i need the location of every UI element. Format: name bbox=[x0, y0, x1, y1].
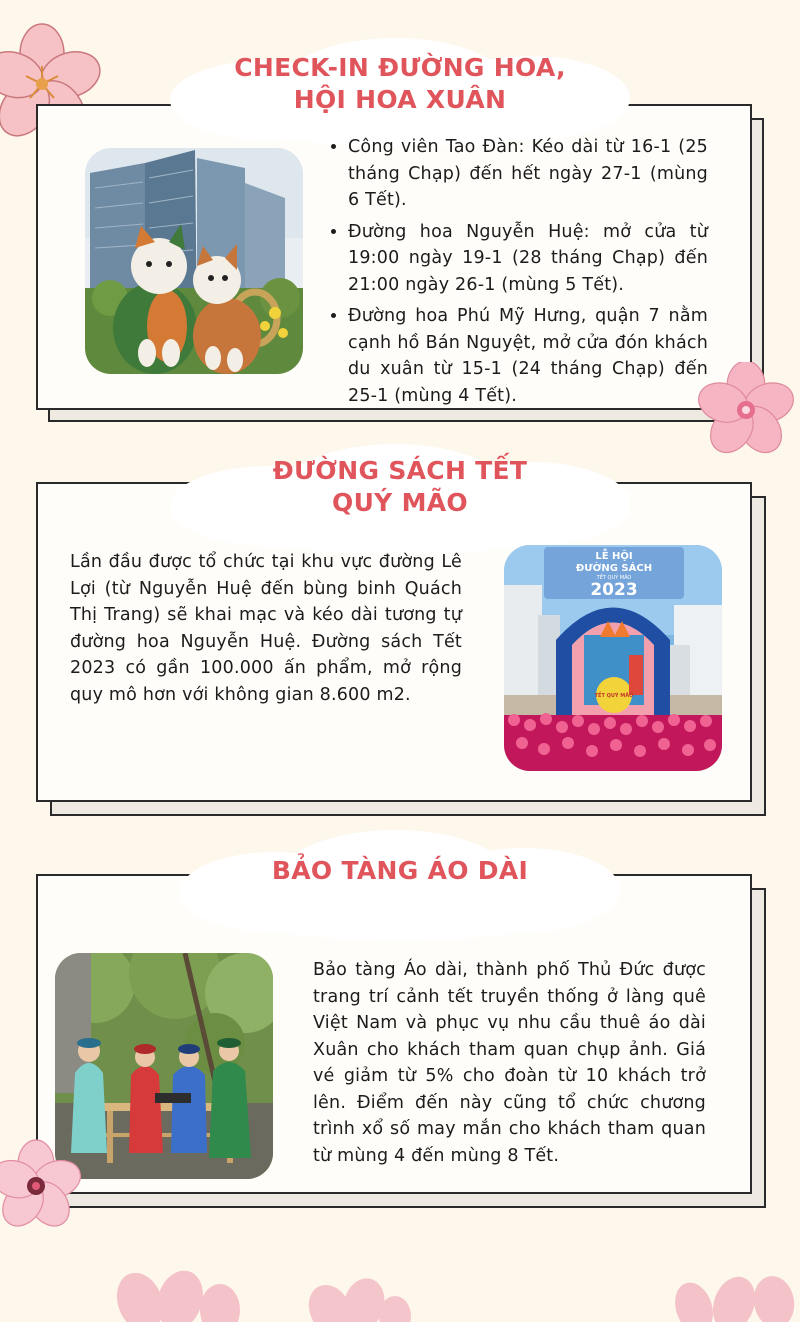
list-item: • Đường hoa Phú Mỹ Hưng, quận 7 nằm cạnh hồ Bán Nguyệt, mở cửa đón khách du xuân từ 15-1 (24 tháng Chạp) đến 25-1 (mùng 4 Tết). bbox=[348, 303, 708, 409]
book-street-paragraph: Lần đầu được tổ chức tại khu vực đường Lê Lợi (từ Nguyễn Huệ đến bùng binh Quách Thị Trang) sẽ khai mạc và kéo dài tương tự đường hoa Nguyễn Huệ. Đường sách Tết 2023 có gần 100.000 ấn phẩm, mở rộng quy mô hơn với không gian 8.600 m2. bbox=[70, 552, 462, 705]
photo-sign-line1: LỄ HỘI bbox=[595, 551, 633, 562]
section-title-flower-street: CHECK-IN ĐƯỜNG HOA, HỘI HOA XUÂN bbox=[234, 53, 566, 114]
cherry-blossom-icon bbox=[664, 1264, 800, 1322]
section-title-ao-dai-museum: BẢO TÀNG ÁO DÀI bbox=[271, 856, 529, 885]
list-item: • Công viên Tao Đàn: Kéo dài từ 16-1 (25 tháng Chạp) đến hết ngày 27-1 (mùng 6 Tết). bbox=[348, 134, 708, 214]
cherry-blossom-icon bbox=[688, 362, 800, 462]
cherry-blossom-icon bbox=[300, 1270, 420, 1322]
cherry-blossom-icon bbox=[0, 1138, 90, 1236]
cat-topiary-photo bbox=[85, 148, 303, 374]
list-item: • Đường hoa Nguyễn Huệ: mở cửa từ 19:00 ngày 19-1 (28 tháng Chạp) đến 21:00 ngày 26-1 (mùng 5 Tết). bbox=[348, 219, 708, 299]
photo-sign-line2: ĐƯỜNG SÁCH bbox=[575, 563, 653, 574]
ao-dai-museum-paragraph: Bảo tàng Áo dài, thành phố Thủ Đức được trang trí cảnh tết truyền thống ở làng quê Việt Nam và phục vụ nhu cầu thuê áo dài Xuân cho khách tham quan chụp ảnh. Giá vé giảm từ 5% cho đoàn từ 10 khách trở lên. Điểm đến này cũng tổ chức chương trình xổ số may mắn cho khách tham quan từ mùng 4 đến mùng 8 Tết. bbox=[313, 960, 706, 1166]
section-title-book-street: ĐƯỜNG SÁCH TẾT QUÝ MÃO bbox=[272, 456, 528, 517]
book-street-photo bbox=[504, 545, 722, 771]
photo-sign-line3: TẾT QUÝ MÃO bbox=[596, 575, 632, 581]
photo-sign-year: 2023 bbox=[590, 580, 638, 600]
flower-street-list bbox=[326, 134, 708, 414]
photo-badge: TẾT QUÝ MÃO bbox=[594, 693, 634, 699]
cherry-blossom-icon bbox=[100, 1262, 260, 1322]
